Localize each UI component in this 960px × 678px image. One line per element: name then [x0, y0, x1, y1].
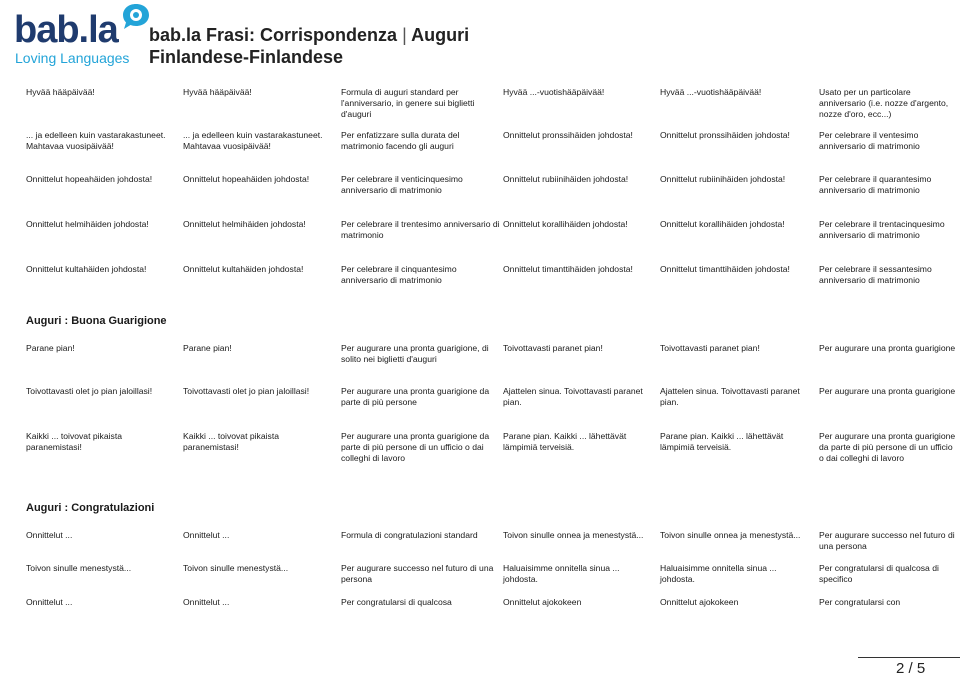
target-phrase-2: Hyvää ...-vuotishääpäivää! — [660, 87, 762, 97]
target-phrase-2: Onnittelut ajokokeen — [660, 597, 739, 607]
page-header — [14, 2, 954, 72]
target-phrase: Kaikki ... toivovat pikaista paranemistasi! — [183, 431, 280, 452]
title-category: Auguri — [411, 25, 470, 45]
target-phrase: Onnittelut hopeahäiden johdosta! — [183, 174, 310, 184]
usage-note: Per augurare successo nel futuro di una persona — [341, 563, 494, 584]
source-phrase: Onnittelut ... — [26, 530, 73, 540]
title-separator: | — [402, 25, 407, 45]
usage-note-2: Usato per un particolare anniversario (i.e. nozze d'argento, nozze d'oro, ecc...) — [819, 87, 949, 119]
source-phrase-2: Onnittelut pronssihäiden johdosta! — [503, 130, 633, 140]
source-phrase: Onnittelut kultahäiden johdosta! — [26, 264, 147, 274]
source-phrase-2: Onnittelut korallihäiden johdosta! — [503, 219, 628, 229]
target-phrase: Parane pian! — [183, 343, 232, 353]
source-phrase-2: Toivon sinulle onnea ja menestystä... — [503, 530, 644, 540]
usage-note-2: Per augurare successo nel futuro di una persona — [819, 530, 955, 551]
bab-la-logo[interactable] — [14, 2, 154, 72]
usage-note-2: Per congratularsi con — [819, 597, 901, 607]
target-phrase: Toivottavasti olet jo pian jaloillasi! — [183, 386, 310, 396]
target-phrase-2: Onnittelut pronssihäiden johdosta! — [660, 130, 790, 140]
source-phrase: ... ja edelleen kuin vastarakastuneet. Mahtavaa vuosipäivää! — [26, 130, 166, 151]
target-phrase-2: Onnittelut rubiinihäiden johdosta! — [660, 174, 786, 184]
usage-note: Per augurare una pronta guarigione da parte di più persone di un ufficio o dai colleghi di lavoro — [341, 431, 490, 463]
speech-bubble-icon — [121, 2, 151, 32]
source-phrase-2: Hyvää ...-vuotishääpäivää! — [503, 87, 605, 97]
logo-tagline: Loving Languages — [15, 50, 130, 66]
source-phrase: Parane pian! — [26, 343, 75, 353]
target-phrase-2: Onnittelut timanttihäiden johdosta! — [660, 264, 790, 274]
usage-note: Per celebrare il cinquantesimo anniversario di matrimonio — [341, 264, 457, 285]
target-phrase-2: Toivottavasti paranet pian! — [660, 343, 760, 353]
source-phrase-2: Toivottavasti paranet pian! — [503, 343, 603, 353]
usage-note: Formula di congratulazioni standard — [341, 530, 478, 540]
usage-note: Per celebrare il venticinquesimo anniversario di matrimonio — [341, 174, 463, 195]
target-phrase-2: Onnittelut korallihäiden johdosta! — [660, 219, 785, 229]
usage-note: Per congratularsi di qualcosa — [341, 597, 452, 607]
usage-note-2: Per augurare una pronta guarigione da parte di più persone di un ufficio o dai colleghi di lavoro — [819, 431, 956, 463]
usage-note-2: Per celebrare il trentacinquesimo anniversario di matrimonio — [819, 219, 945, 240]
page-number: 2 / 5 — [896, 660, 926, 677]
target-phrase: ... ja edelleen kuin vastarakastuneet. Mahtavaa vuosipäivää! — [183, 130, 323, 151]
source-phrase: Onnittelut ... — [26, 597, 73, 607]
source-phrase: Hyvää hääpäivää! — [26, 87, 95, 97]
usage-note-2: Per celebrare il ventesimo anniversario di matrimonio — [819, 130, 920, 151]
usage-note: Per celebrare il trentesimo anniversario di matrimonio — [341, 219, 500, 240]
target-phrase-2: Toivon sinulle onnea ja menestystä... — [660, 530, 801, 540]
usage-note: Per augurare una pronta guarigione da parte di più persone — [341, 386, 490, 407]
source-phrase: Toivottavasti olet jo pian jaloillasi! — [26, 386, 153, 396]
target-phrase-2: Ajattelen sinua. Toivottavasti paranet pian. — [660, 386, 800, 407]
source-phrase-2: Onnittelut ajokokeen — [503, 597, 582, 607]
usage-note-2: Per augurare una pronta guarigione — [819, 386, 956, 396]
target-phrase: Onnittelut ... — [183, 530, 230, 540]
source-phrase-2: Haluaisimme onnitella sinua ... johdosta. — [503, 563, 620, 584]
source-phrase-2: Parane pian. Kaikki ... lähettävät lämpimiä terveisiä. — [503, 431, 627, 452]
usage-note: Formula di auguri standard per l'anniversario, in genere sui biglietti d'auguri — [341, 87, 475, 119]
logo-wordmark: bab.la — [14, 9, 118, 51]
target-phrase-2: Haluaisimme onnitella sinua ... johdosta. — [660, 563, 777, 584]
source-phrase: Onnittelut hopeahäiden johdosta! — [26, 174, 153, 184]
source-phrase-2: Onnittelut timanttihäiden johdosta! — [503, 264, 633, 274]
usage-note-2: Per celebrare il quarantesimo anniversario di matrimonio — [819, 174, 932, 195]
page-title — [149, 24, 469, 68]
source-phrase-2: Ajattelen sinua. Toivottavasti paranet pian. — [503, 386, 643, 407]
target-phrase: Onnittelut ... — [183, 597, 230, 607]
title-language-pair: Finlandese-Finlandese — [149, 47, 344, 67]
target-phrase: Onnittelut helmihäiden johdosta! — [183, 219, 306, 229]
usage-note-2: Per celebrare il sessantesimo anniversario di matrimonio — [819, 264, 932, 285]
section-heading-congratulations: Auguri : Congratulazioni — [26, 502, 155, 514]
source-phrase: Kaikki ... toivovat pikaista paranemistasi! — [26, 431, 123, 452]
title-main: bab.la Frasi: Corrispondenza — [149, 25, 398, 45]
usage-note-2: Per augurare una pronta guarigione — [819, 343, 956, 353]
target-phrase: Onnittelut kultahäiden johdosta! — [183, 264, 304, 274]
footer-divider — [858, 657, 960, 658]
target-phrase: Hyvää hääpäivää! — [183, 87, 252, 97]
section-heading-get-well: Auguri : Buona Guarigione — [26, 315, 167, 327]
source-phrase-2: Onnittelut rubiinihäiden johdosta! — [503, 174, 629, 184]
target-phrase-2: Parane pian. Kaikki ... lähettävät lämpimiä terveisiä. — [660, 431, 784, 452]
source-phrase: Onnittelut helmihäiden johdosta! — [26, 219, 149, 229]
source-phrase: Toivon sinulle menestystä... — [26, 563, 132, 573]
usage-note: Per augurare una pronta guarigione, di solito nei biglietti d'auguri — [341, 343, 489, 364]
target-phrase: Toivon sinulle menestystä... — [183, 563, 289, 573]
usage-note: Per enfatizzare sulla durata del matrimonio facendo gli auguri — [341, 130, 460, 151]
usage-note-2: Per congratularsi di qualcosa di specifico — [819, 563, 939, 584]
